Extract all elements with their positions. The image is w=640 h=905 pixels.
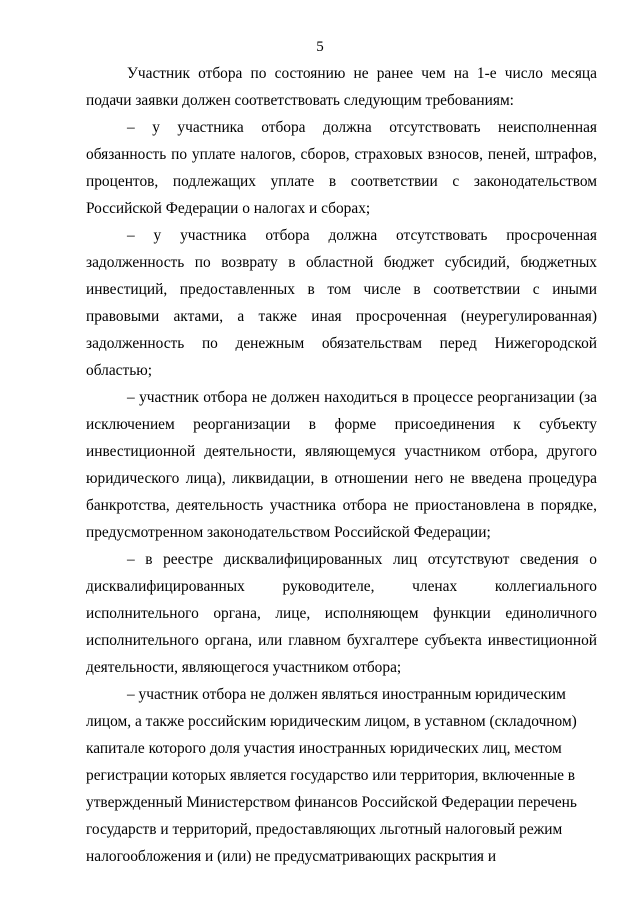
paragraph-tax-obligations: – у участника отбора должна отсутствовать неисполненная обязанность по уплате налогов, сборов, страховых взносов, пеней, штрафов, процентов, подлежащих уплате в соответствии с законодательством Российской Федерации о налогах и сборах;	[86, 119, 597, 217]
paragraph-intro: Участник отбора по состоянию не ранее чем на 1-е число месяца подачи заявки должен соответствовать следующим требованиям:	[86, 65, 597, 109]
paragraph-budget-debt: – у участника отбора должна отсутствовать просроченная задолженность по возврату в областной бюджет субсидий, бюджетных инвестиций, предоставленных в том числе в соответствии с иными правовыми актами, а также иная просроченная (неурегулированная) задолженность по денежным обязательствам перед Нижегородской областью;	[86, 227, 597, 379]
page-number: 5	[316, 39, 324, 55]
document-body	[86, 60, 597, 870]
paragraph-disqualified-persons: – в реестре дисквалифицированных лиц отсутствуют сведения о дисквалифицированных руководителе, членах коллегиального исполнительного органа, лице, исполняющем функции единоличного исполнительного органа, или главном бухгалтере субъекта инвестиционной деятельности, являющегося участником отбора;	[86, 551, 597, 676]
paragraph-foreign-entity: – участник отбора не должен являться иностранным юридическим лицом, а также российским юридическим лицом, в уставном (складочном) капитале которого доля участия иностранных юридических лиц, местом регистрации которых является государство или территория, включенные в утвержденный Министерством финансов Российской Федерации перечень государств и территорий, предоставляющих льготный налоговый режим налогообложения и (или) не предусматривающих раскрытия и	[86, 686, 577, 865]
paragraph-reorganization: – участник отбора не должен находиться в процессе реорганизации (за исключением реорганизации в форме присоединения к субъекту инвестиционной деятельности, являющемуся участником отбора, другого юридического лица), ликвидации, в отношении него не введена процедура банкротства, деятельность участника отбора не приостановлена в порядке, предусмотренном законодательством Российской Федерации;	[86, 389, 597, 541]
